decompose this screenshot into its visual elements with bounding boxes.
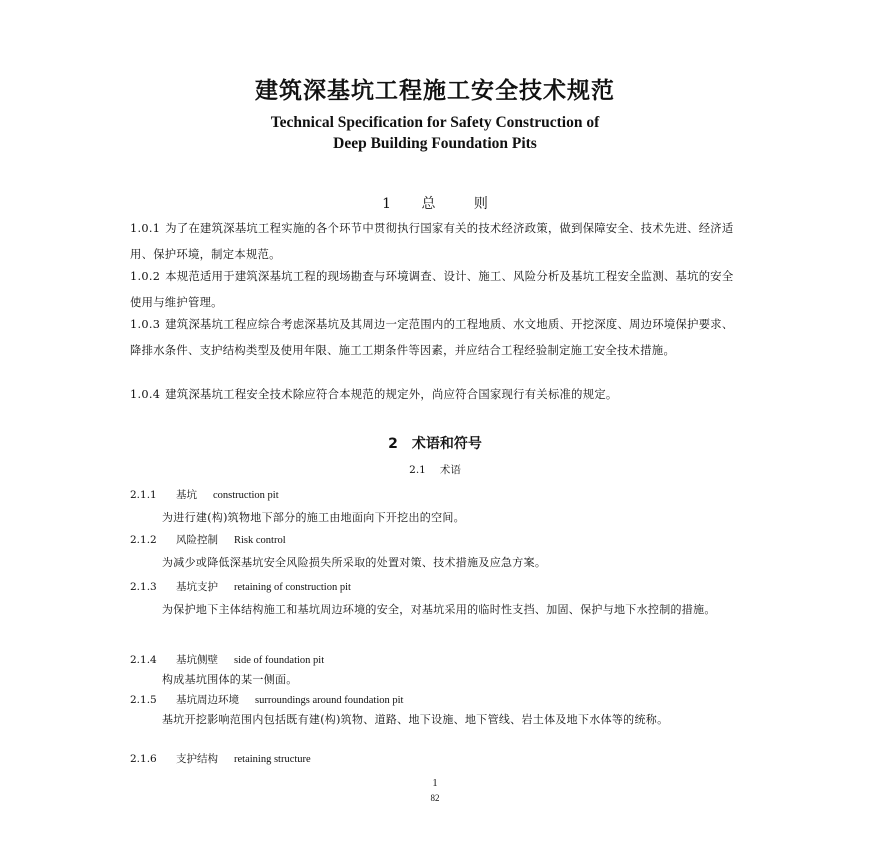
clause-text: 建筑深基坑工程安全技术除应符合本规范的规定外，尚应符合国家现行有关标准的规定。 bbox=[165, 388, 618, 401]
term-number: 2.1.1 bbox=[130, 489, 157, 501]
clause-text: 建筑深基坑工程应综合考虑深基坑及其周边一定范围内的工程地质、水文地质、开挖深度、周边环境保护要求、降排水条件、支护结构类型及使用年限、施工工期条件等因素，并应结合工程经验制定施工安全技术措施。 bbox=[130, 318, 734, 357]
chapter1-title-char2: 则 bbox=[473, 196, 488, 212]
term-en: side of foundation pit bbox=[234, 655, 325, 666]
term-cn: 风险控制 bbox=[176, 534, 218, 546]
clause-1-0-2 bbox=[130, 264, 742, 316]
clause-number: 1.0.2 bbox=[130, 270, 161, 283]
clause-number: 1.0.3 bbox=[130, 318, 161, 331]
section-title: 术语 bbox=[439, 464, 461, 476]
chapter2-heading bbox=[0, 433, 870, 453]
term-number: 2.1.2 bbox=[130, 534, 157, 546]
term-definition: 构成基坑围体的某一侧面。 bbox=[162, 673, 298, 686]
term-2-1-1 bbox=[130, 487, 279, 502]
term-2-1-6 bbox=[130, 751, 311, 766]
term-en: retaining of construction pit bbox=[234, 582, 351, 593]
term-cn: 基坑周边环境 bbox=[176, 694, 239, 706]
document-title-en-line1: Technical Specification for Safety Construction of bbox=[270, 114, 600, 131]
term-number: 2.1.6 bbox=[130, 753, 157, 765]
term-cn: 基坑支护 bbox=[176, 581, 218, 593]
section-2-1-heading bbox=[0, 462, 870, 477]
term-cn: 基坑侧壁 bbox=[176, 654, 218, 666]
document-title-en-line2: Deep Building Foundation Pits bbox=[333, 135, 537, 152]
clause-1-0-3 bbox=[130, 312, 742, 364]
term-number: 2.1.5 bbox=[130, 694, 157, 706]
term-2-1-4 bbox=[130, 652, 324, 667]
page-number-total: 82 bbox=[430, 793, 440, 803]
term-definition: 为减少或降低深基坑安全风险损失所采取的处置对策、技术措施及应急方案。 bbox=[162, 556, 547, 569]
clause-1-0-1 bbox=[130, 216, 742, 268]
term-number: 2.1.4 bbox=[130, 654, 157, 666]
page-number: 1 bbox=[432, 778, 438, 789]
term-en: retaining structure bbox=[234, 754, 311, 765]
term-number: 2.1.3 bbox=[130, 581, 157, 593]
chapter1-number: 1 bbox=[382, 196, 391, 212]
term-cn: 支护结构 bbox=[176, 753, 218, 765]
clause-text: 为了在建筑深基坑工程实施的各个环节中贯彻执行国家有关的技术经济政策，做到保障安全、技术先进、经济适用、保护环境，制定本规范。 bbox=[130, 222, 734, 261]
term-cn: 基坑 bbox=[176, 489, 197, 501]
clause-number: 1.0.1 bbox=[130, 222, 161, 235]
clause-number: 1.0.4 bbox=[130, 388, 161, 401]
term-2-1-2 bbox=[130, 532, 286, 547]
document-title-cn: 建筑深基坑工程施工安全技术规范 bbox=[255, 78, 615, 104]
clause-text: 本规范适用于建筑深基坑工程的现场勘查与环境调查、设计、施工、风险分析及基坑工程安全监测、基坑的安全使用与维护管理。 bbox=[130, 270, 734, 309]
clause-1-0-4 bbox=[130, 382, 742, 408]
chapter2-number: 2 bbox=[388, 436, 398, 452]
term-2-1-5 bbox=[130, 692, 403, 707]
term-definition: 为保护地下主体结构施工和基坑周边环境的安全，对基坑采用的临时性支挡、加固、保护与地下水控制的措施。 bbox=[162, 603, 716, 616]
term-2-1-3 bbox=[130, 579, 351, 594]
term-definition: 为进行建(构)筑物地下部分的施工由地面向下开挖出的空间。 bbox=[162, 511, 465, 524]
chapter1-heading bbox=[0, 193, 870, 213]
chapter2-title: 术语和符号 bbox=[411, 436, 482, 452]
term-en: surroundings around foundation pit bbox=[255, 695, 404, 706]
term-en: Risk control bbox=[234, 535, 286, 546]
term-en: construction pit bbox=[213, 490, 279, 501]
chapter1-title-char1: 总 bbox=[421, 196, 436, 212]
term-definition: 基坑开挖影响范围内包括既有建(构)筑物、道路、地下设施、地下管线、岩土体及地下水体等的统称。 bbox=[162, 713, 669, 726]
section-number: 2.1 bbox=[409, 464, 426, 476]
